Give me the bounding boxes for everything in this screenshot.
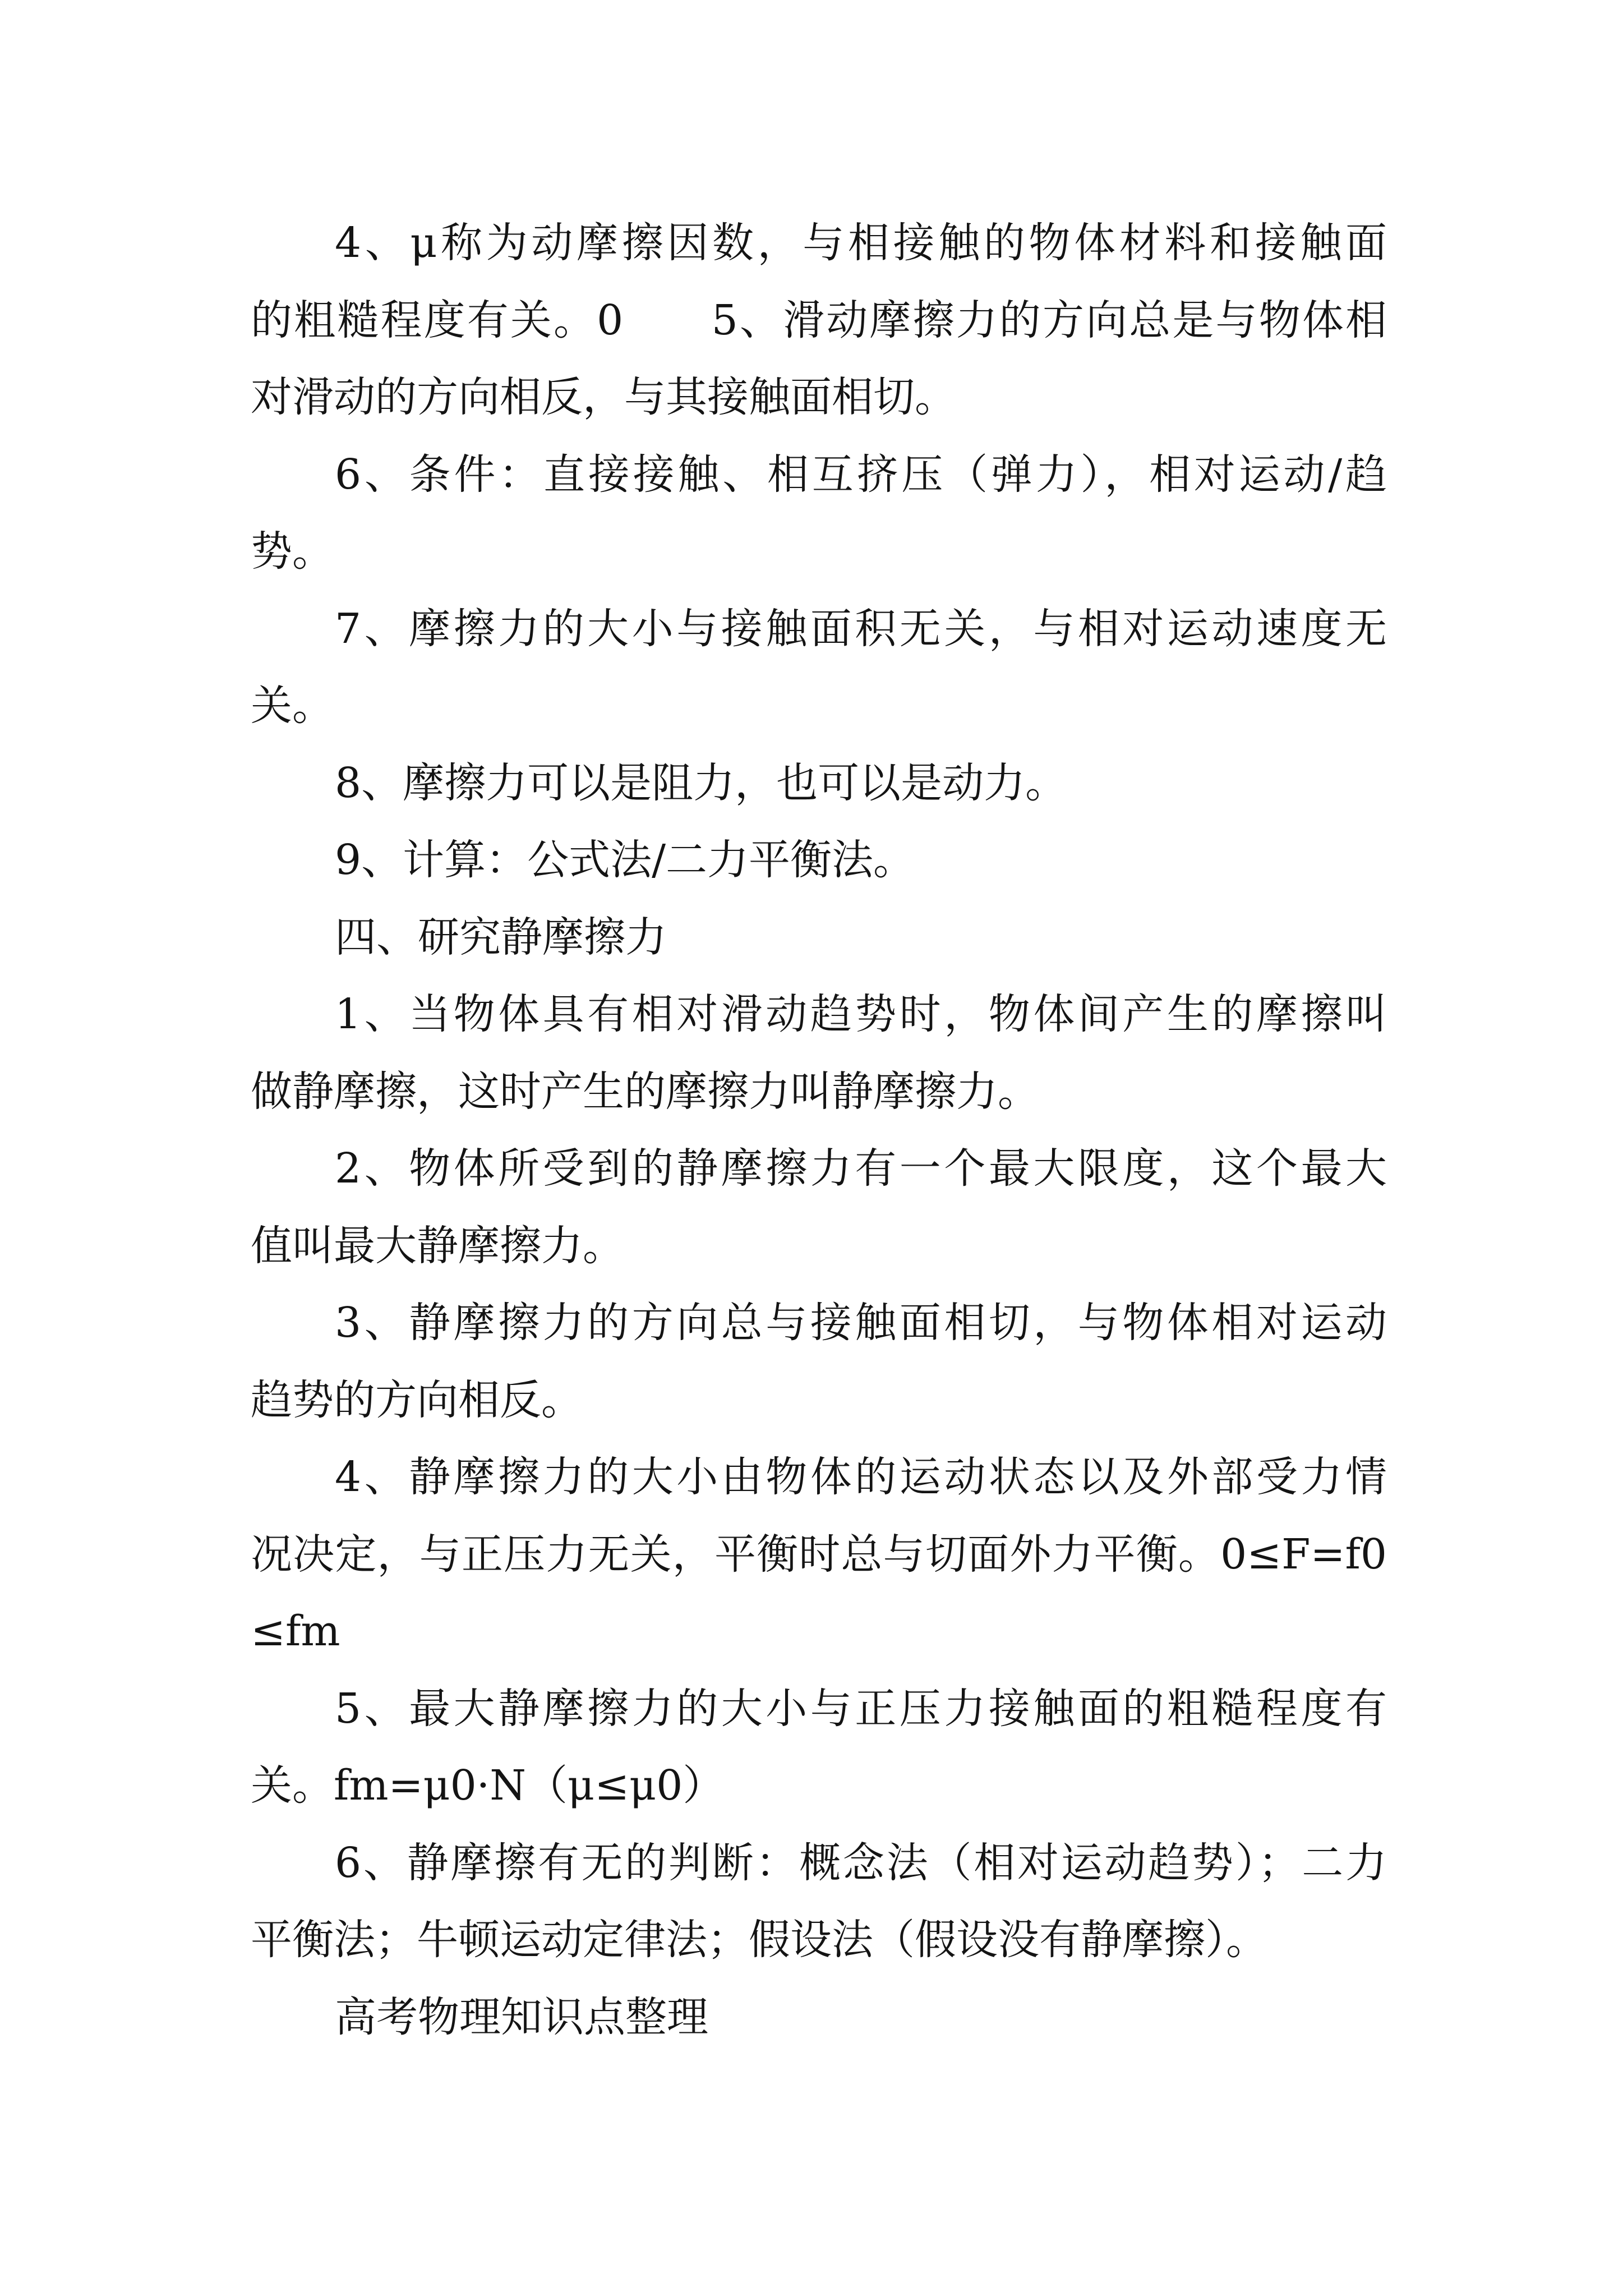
paragraph-line: 况决定，与正压力无关，平衡时总与切面外力平衡。0≤F=f0 (251, 1530, 1387, 1579)
paragraph-max-static-friction-formula (251, 1671, 1387, 1825)
paragraph-line: 3、静摩擦力的方向总与接触面相切，与物体相对运动 (335, 1299, 1387, 1347)
paragraph-line: 势。 (251, 527, 334, 576)
paragraph-conditions (251, 436, 1387, 591)
paragraph-static-friction-definition (251, 976, 1387, 1130)
document-body (251, 205, 1387, 2056)
paragraph-line: ≤fm (251, 1607, 340, 1655)
paragraph-resistance-or-driving (251, 745, 1387, 822)
paragraph-line: 5、最大静摩擦力的大小与正压力接触面的粗糙程度有 (335, 1684, 1387, 1733)
paragraph-static-friction-judgment (251, 1825, 1387, 1979)
paragraph-line: 4、静摩擦力的大小由物体的运动状态以及外部受力情 (335, 1453, 1387, 1501)
paragraph-line: 8、摩擦力可以是阻力，也可以是动力。 (335, 758, 1067, 807)
section-title: 高考物理知识点整理 (335, 1993, 708, 2041)
paragraph-max-static-friction (251, 1130, 1387, 1285)
paragraph-friction-magnitude (251, 591, 1387, 745)
paragraph-line: 1、当物体具有相对滑动趋势时，物体间产生的摩擦叫 (335, 990, 1387, 1038)
paragraph-line: 6、条件：直接接触、相互挤压（弹力），相对运动/趋 (335, 450, 1387, 499)
paragraph-line: 9、计算：公式法/二力平衡法。 (335, 836, 915, 884)
paragraph-line: 平衡法；牛顿运动定律法；假设法（假设没有静摩擦）。 (251, 1916, 1267, 1964)
paragraph-line: 6、静摩擦有无的判断：概念法（相对运动趋势）；二力 (335, 1838, 1387, 1887)
paragraph-line: 趋势的方向相反。 (251, 1375, 583, 1424)
paragraph-line: 4、μ称为动摩擦因数，与相接触的物体材料和接触面 (335, 219, 1387, 267)
paragraph-line: 值叫最大静摩擦力。 (251, 1221, 624, 1270)
paragraph-kinetic-friction-coefficient (251, 205, 1387, 436)
section-heading: 四、研究静摩擦力 (335, 913, 667, 961)
paragraph-static-friction-direction (251, 1285, 1387, 1439)
paragraph-line: 关。 (251, 682, 334, 730)
paragraph-line: 2、物体所受到的静摩擦力有一个最大限度，这个最大 (335, 1144, 1387, 1193)
paragraph-static-friction-magnitude (251, 1439, 1387, 1671)
paragraph-line: 的粗糙程度有关。0 5、滑动摩擦力的方向总是与物体相 (251, 296, 1387, 344)
paragraph-line: 做静摩擦，这时产生的摩擦力叫静摩擦力。 (251, 1067, 1039, 1116)
paragraph-calculation (251, 822, 1387, 899)
section-heading-static-friction (251, 899, 1387, 977)
paragraph-line: 7、摩擦力的大小与接触面积无关，与相对运动速度无 (335, 604, 1387, 653)
section-title-physics-notes (251, 1979, 1387, 2056)
paragraph-line: 对滑动的方向相反，与其接触面相切。 (251, 373, 956, 421)
paragraph-line: 关。fm=μ0·N（μ≤μ0） (251, 1761, 725, 1810)
